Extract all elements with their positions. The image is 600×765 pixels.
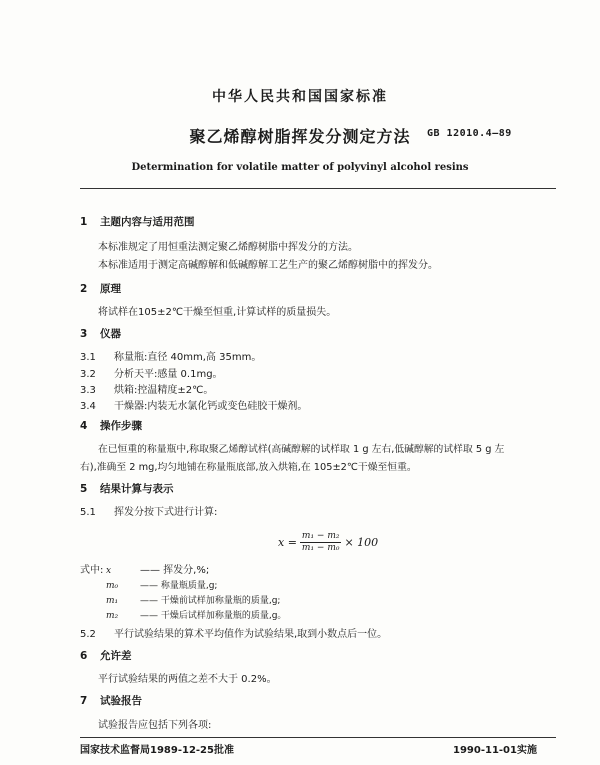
formula-lhs: x = <box>278 535 297 549</box>
item-number: 5.2 <box>80 629 96 640</box>
section-6-para: 平行试验结果的两值之差不大于 0.2%。 <box>98 674 277 685</box>
section-6-heading <box>80 648 132 663</box>
formula-denominator: m₁ − m₀ <box>301 542 340 553</box>
variable-definition <box>106 593 280 606</box>
section-7-para: 试验报告应包括下列各项: <box>98 720 212 731</box>
section-4-heading <box>80 418 142 433</box>
item-text: 平行试验结果的算术平均值作为试验结果,取到小数点后一位。 <box>114 629 388 640</box>
section-number: 3 <box>80 328 88 340</box>
item-number: 3.1 <box>80 352 96 363</box>
section-number: 6 <box>80 650 88 662</box>
variable-desc: —— 挥发分,%; <box>140 565 210 576</box>
item-text: 称量瓶:直径 40mm,高 35mm。 <box>114 352 262 363</box>
section-title: 主题内容与适用范围 <box>100 216 195 228</box>
section-1-para-2: 本标准适用于测定高碱醇解和低碱醇解工艺生产的聚乙烯醇树脂中的挥发分。 <box>98 260 438 271</box>
item-text: 烘箱:控温精度±2℃。 <box>114 385 214 396</box>
section-1-heading <box>80 214 195 229</box>
section-title: 试验报告 <box>100 695 142 707</box>
formula-fraction <box>300 531 342 554</box>
bottom-rule <box>80 737 556 738</box>
section-number: 7 <box>80 695 88 707</box>
section-1-para-1: 本标准规定了用恒重法测定聚乙烯醇树脂中挥发分的方法。 <box>98 242 358 253</box>
item-number: 3.2 <box>80 369 96 380</box>
variable-definition <box>106 608 286 621</box>
section-title: 仪器 <box>100 328 121 340</box>
standard-title: 中华人民共和国国家标准 <box>212 89 388 105</box>
calc-item-5-2 <box>80 625 387 640</box>
variable-definition <box>106 561 209 576</box>
variable-symbol: m₂ <box>106 611 119 621</box>
section-title: 原理 <box>100 283 121 295</box>
effective-date: 1990-11-01实施 <box>453 745 537 756</box>
item-number: 3.3 <box>80 385 96 396</box>
variable-symbol: m₁ <box>106 596 119 606</box>
variable-desc: —— 称量瓶质量,g; <box>140 581 218 591</box>
section-title: 允许差 <box>100 650 132 662</box>
section-number: 4 <box>80 420 88 432</box>
section-4-line-2: 右),准确至 2 mg,均匀地铺在称量瓶底部,放入烘箱,在 105±2℃干燥至恒重。 <box>80 462 417 473</box>
section-number: 1 <box>80 216 88 228</box>
apparatus-item <box>80 348 261 363</box>
gb-code: GB 12010.4—89 <box>427 128 512 139</box>
section-2-heading <box>80 281 121 296</box>
issue-statement: 国家技术监督局1989-12-25批准 <box>80 745 234 756</box>
item-number: 5.1 <box>80 507 96 518</box>
apparatus-item <box>80 365 223 380</box>
variable-symbol: m₀ <box>106 581 119 591</box>
top-rule <box>80 188 556 189</box>
volatile-formula <box>278 531 378 553</box>
apparatus-item <box>80 397 307 412</box>
section-title: 操作步骤 <box>100 420 142 432</box>
variable-symbol: x <box>106 566 112 576</box>
item-text: 干燥器:内装无水氯化钙或变色硅胶干燥剂。 <box>114 401 308 412</box>
section-2-para: 将试样在105±2℃干燥至恒重,计算试样的质量损失。 <box>98 307 337 318</box>
section-7-heading <box>80 693 142 708</box>
formula-rhs: × 100 <box>344 535 379 549</box>
variable-desc: —— 干燥前试样加称量瓶的质量,g; <box>140 596 281 606</box>
section-5-heading <box>80 481 174 496</box>
document-title: 聚乙烯醇树脂挥发分测定方法 <box>189 127 411 146</box>
section-number: 2 <box>80 283 88 295</box>
section-title: 结果计算与表示 <box>100 483 174 495</box>
section-3-heading <box>80 326 121 341</box>
section-number: 5 <box>80 483 88 495</box>
item-number: 3.4 <box>80 401 96 412</box>
item-text: 挥发分按下式进行计算: <box>114 507 218 518</box>
apparatus-item <box>80 381 213 396</box>
formula-numerator: m₁ − m₂ <box>301 530 340 541</box>
english-title: Determination for volatile matter of polyvinyl alcohol resins <box>131 162 469 173</box>
variable-desc: —— 干燥后试样加称量瓶的质量,g。 <box>140 611 287 621</box>
item-text: 分析天平:感量 0.1mg。 <box>114 369 223 380</box>
section-4-line-1: 在已恒重的称量瓶中,称取聚乙烯醇试样(高碱醇解的试样取 1 g 左右,低碱醇解的试样取 5 g 左 <box>98 444 505 455</box>
where-label: 式中: <box>80 565 104 576</box>
calc-item-5-1 <box>80 503 217 518</box>
variable-definition <box>106 578 217 591</box>
